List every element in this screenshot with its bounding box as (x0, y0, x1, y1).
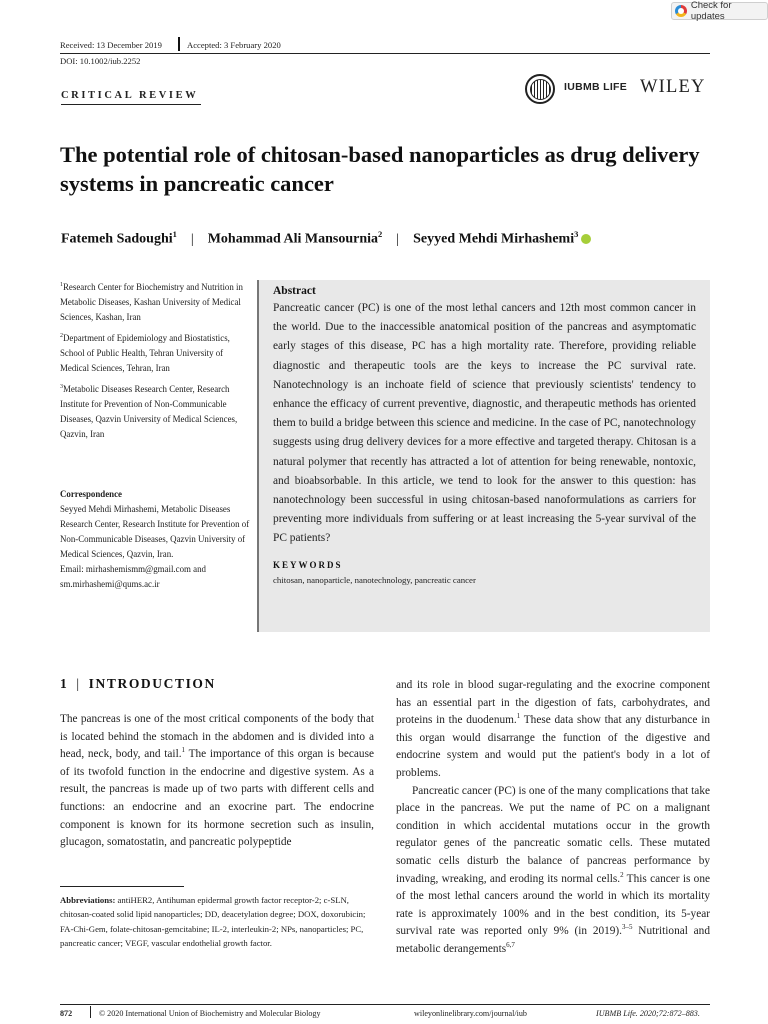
affiliations (60, 278, 250, 446)
abbreviations-footnote: Abbreviations: antiHER2, Antihuman epidermal growth factor receptor-2; c-SLN, chitosan-coated solid lipid nanoparticles; DD, deacetylation degree; DOX, doxorubicin; FA-Chi-Gem, folate-chitosan-gemcitabine; IL-2, interleukin-2; NPs, nanoparticles; PC, pancreatic cancer; VEGF, vascular endothelial growth factor. (60, 895, 366, 948)
body-column-right (396, 677, 710, 959)
body-column-left (60, 711, 374, 852)
section-separator: | (76, 676, 81, 691)
citation-ref[interactable]: 2 (620, 870, 624, 879)
footer-separator (90, 1006, 91, 1018)
citation-ref[interactable]: 3–5 (622, 923, 633, 932)
check-for-updates-button[interactable] (671, 2, 768, 20)
received-date: Received: 13 December 2019 (60, 40, 162, 50)
doi: DOI: 10.1002/iub.2252 (60, 56, 141, 66)
copyright: © 2020 International Union of Biochemistry and Molecular Biology (99, 1009, 321, 1018)
journal-logo: IUBMB LIFE (564, 81, 628, 93)
keywords-heading: KEYWORDS (273, 559, 343, 570)
author-name[interactable]: Fatemeh Sadoughi$^1$ (61, 229, 177, 247)
correspondence-text: Seyyed Mehdi Mirhashemi, Metabolic Diseases Research Center, Research Institute for Prevention of Non-Communicable Diseases, Qazvin University of Medical Sciences, Qazvin, Iran. (60, 504, 250, 559)
body-paragraph: The pancreas is one of the most critical components of the body that is located behind the stomach in the abdomen and is divided into a head, neck, body, and tail.$^1$ The importance of this organ is because of its twofold function in the endocrine and digestive system. As a result, the pancreas is made up of two parts with different cells and functions: an endocrine and an exocrine part. The endocrine component is known for its hormone secretion such as insulin, glucagon, somatostatin, and pancreatic polypeptide (60, 713, 374, 849)
page-number: 872 (60, 1009, 73, 1018)
footer-rule (60, 1004, 710, 1005)
article-type-label: CRITICAL REVIEW (61, 90, 199, 101)
correspondence-heading: Correspondence (60, 489, 122, 499)
iubmb-seal-icon (525, 74, 555, 104)
crossmark-icon (675, 5, 687, 17)
accepted-date: Accepted: 3 February 2020 (187, 40, 281, 50)
abstract-box (257, 280, 710, 632)
citation-ref[interactable]: 6,7 (506, 941, 515, 950)
body-paragraph: Pancreatic cancer (PC) is one of the many complications that take place in the pancreas. We put the name of PC on a malignant condition in which accidental mutations occur in the growth regulator genes of the pancreatic somatic cells. These mutated somatic cells disturb the balance of pancreas performance by invading, wreaking, and eroding its normal cells.$^2$ This cancer is one of the most lethal cancers around the world in which its mortality rate is approximately 100% and in the best condition, its 5-year survival rate was reported only 9% (in 2019).$^{3-5}$ Nutritional and metabolic derangements$^{6,7}$ (396, 784, 710, 955)
keywords-list: chitosan, nanoparticle, nanotechnology, pancreatic cancer (273, 574, 476, 585)
article-type-underline (61, 104, 201, 105)
body-paragraph: and its role in blood sugar-regulating and the exocrine component has an essential part in the digestion of fats, carbohydrates, and proteins in the duodenum.$^1$ These data show that any disturbance in this organ would disarrange the function of the digestive and endocrine system and would put the patient's body in a lot of problems. (396, 679, 710, 779)
author-list (61, 229, 591, 248)
orcid-icon[interactable] (581, 234, 591, 244)
author-separator: | (396, 231, 400, 247)
abstract-heading: Abstract (273, 285, 316, 297)
meta-separator (178, 37, 180, 51)
section-number: 1 (60, 676, 69, 691)
publisher-logo: WILEY (640, 77, 706, 97)
affiliation: $^3$Metabolic Diseases Research Center, Research Institute for Prevention of Non-Communicable Diseases, Qazvin University of Medical Sciences, Qazvin, Iran (60, 383, 238, 439)
author-name[interactable]: Mohammad Ali Mansournia$^2$ (207, 229, 383, 247)
section-title: INTRODUCTION (88, 676, 216, 691)
journal-citation: IUBMB Life. 2020;72:872–883. (596, 1009, 700, 1018)
correspondence (60, 487, 250, 592)
citation-ref[interactable]: 1 (516, 712, 521, 721)
correspondence-email[interactable]: Email: mirhashemismm@gmail.com and sm.mirhashemi@qums.ac.ir (60, 564, 206, 589)
author-name[interactable]: Seyyed Mehdi Mirhashemi$^3$ (413, 229, 579, 247)
author-separator: | (190, 231, 194, 247)
affiliation: $^2$Department of Epidemiology and Biostatistics, School of Public Health, Tehran University of Medical Sciences, Tehran, Iran (60, 332, 230, 373)
article-title: The potential role of chitosan-based nanoparticles as drug delivery systems in pancreatic cancer (60, 142, 700, 196)
affiliation: $^1$Research Center for Biochemistry and Nutrition in Metabolic Diseases, Kashan University of Medical Sciences, Kashan, Iran (60, 281, 243, 322)
header-rule (60, 53, 710, 54)
footnote-rule (60, 886, 184, 887)
check-for-updates-label: Check for updates (690, 0, 732, 22)
section-heading (60, 676, 216, 692)
abstract-text: Pancreatic cancer (PC) is one of the most lethal cancers and 12th most common cancer in the world. Due to the inaccessible anatomical position of the pancreas and asymptomatic early stages of this disease, PC has a high mortality rate. Therefore, providing reliable diagnostic and therapeutic tools are the keys to increase the PC survival rate. Nanotechnology is an inchoate field of science that previously scientists' tendency to enhance the efficacy of current preventive, diagnostic, and therapeutic methods has oriented them to build a bridge between this science and medicine. In the case of PC, nanotechnology suggests using drug delivery devices for a more effective and targeted therapy. Chitosan is a natural polymer that recently has attracted a lot of attention for being renewable, nontoxic, and bioabsorbable. In this article, we tend to look for the answer to this question: has nanotechnology been successful in using chitosan-based nanoformulations as carriers for preventing more individuals from suffering or at least increasing the 5-year survival of the PC patients? (273, 302, 696, 545)
journal-url[interactable]: wileyonlinelibrary.com/journal/iub (414, 1009, 527, 1018)
citation-ref[interactable]: 1 (181, 746, 186, 755)
